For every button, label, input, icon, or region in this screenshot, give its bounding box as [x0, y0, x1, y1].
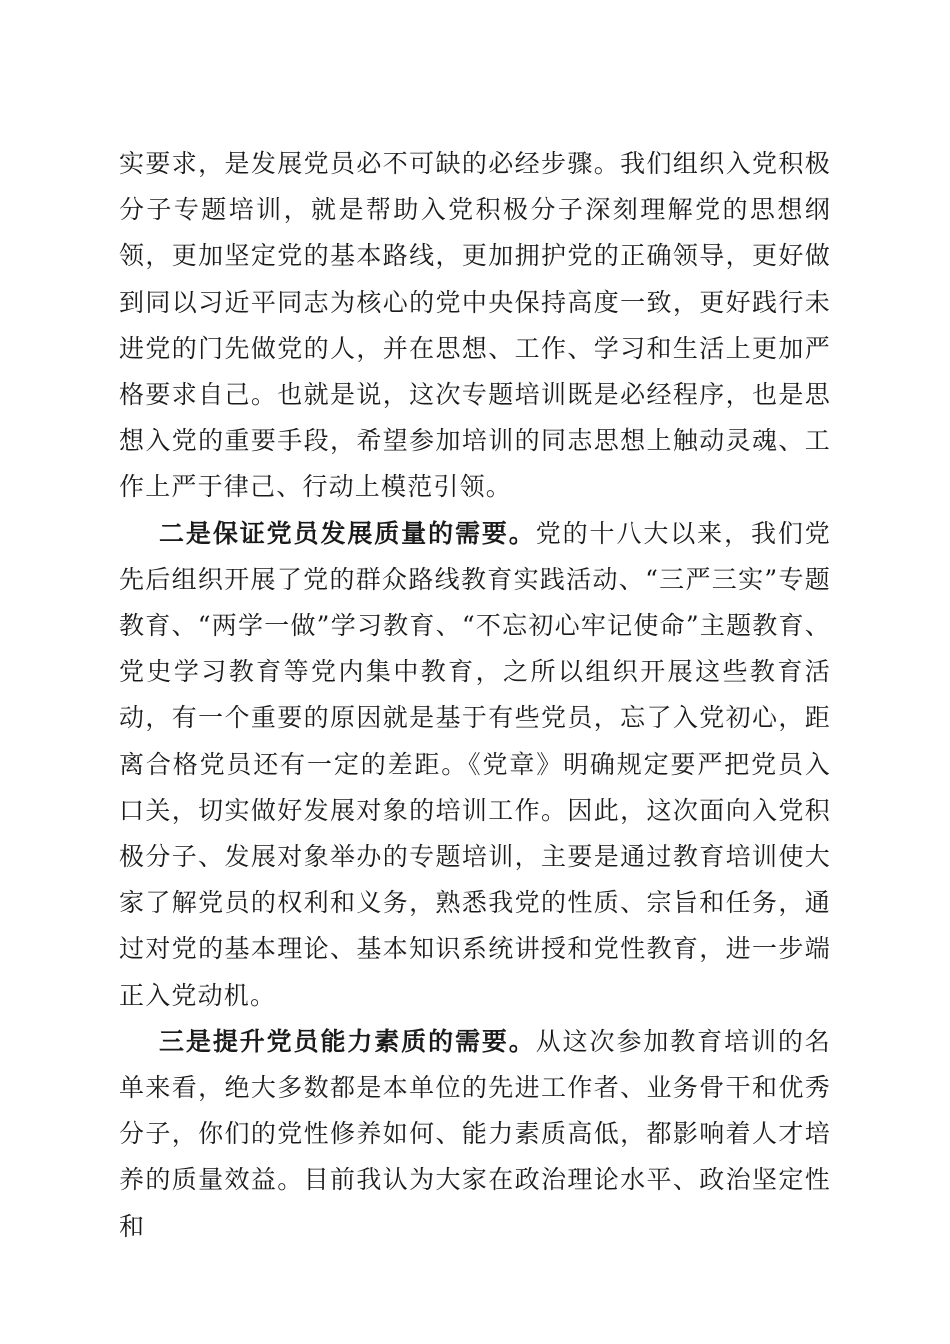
document-body: [119, 141, 831, 1250]
paragraph-2-text: 党的十八大以来，我们党先后组织开展了党的群众路线教育实践活动、“三严三实”专题教育、“两学一做”学习教育、“不忘初心牢记使命”主题教育、党史学习教育等党内集中教育，之所以组织开展这些教育活动，有一个重要的原因就是基于有些党员，忘了入党初心，距离合格党员还有一定的差距。《党章》明确规定要严把党员入口关，切实做好发展对象的培训工作。因此，这次面向入党积极分子、发展对象举办的专题培训，主要是通过教育培训使大家了解党员的权利和义务，熟悉我党的性质、宗旨和任务，通过对党的基本理论、基本知识系统讲授和党性教育，进一步端正入党动机。: [119, 518, 831, 1010]
paragraph-2: [119, 511, 831, 1019]
paragraph-1: [119, 141, 831, 511]
paragraph-2-heading: 二是保证党员发展质量的需要。: [159, 518, 536, 548]
paragraph-3-heading: 三是提升党员能力素质的需要。: [159, 1026, 536, 1056]
paragraph-3-text: 从这次参加教育培训的名单来看，绝大多数都是本单位的先进工作者、业务骨干和优秀分子，你们的党性修养如何、能力素质高低，都影响着人才培养的质量效益。目前我认为大家在政治理论水平、政治坚定性和: [119, 1026, 831, 1241]
paragraph-1-text: 实要求，是发展党员必不可缺的必经步骤。我们组织入党积极分子专题培训，就是帮助入党积极分子深刻理解党的思想纲领，更加坚定党的基本路线，更加拥护党的正确领导，更好做到同以习近平同志为核心的党中央保持高度一致，更好践行未进党的门先做党的人，并在思想、工作、学习和生活上更加严格要求自己。也就是说，这次专题培训既是必经程序，也是思想入党的重要手段，希望参加培训的同志思想上触动灵魂、工作上严于律己、行动上模范引领。: [119, 149, 831, 502]
paragraph-3: [119, 1019, 831, 1250]
